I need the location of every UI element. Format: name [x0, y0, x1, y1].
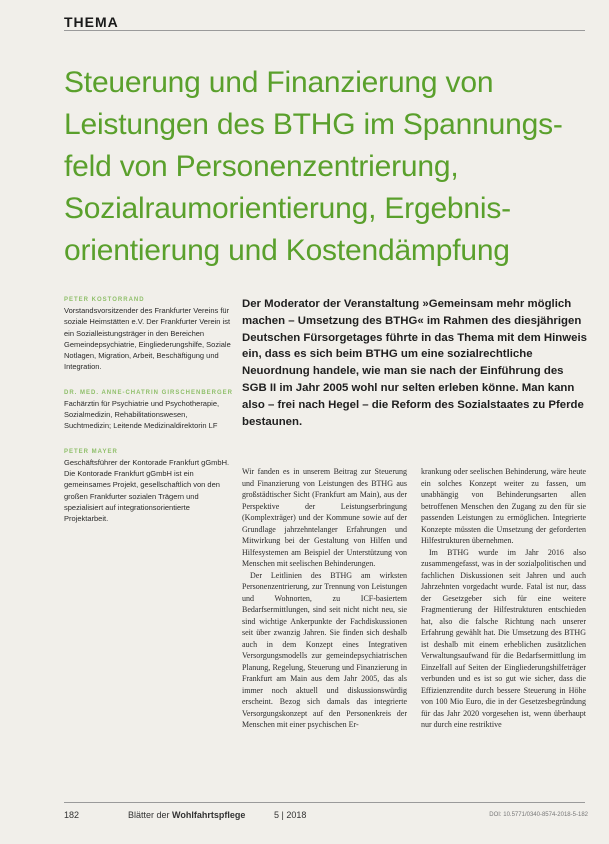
author-bio: Vorstandsvorsitzender des Frankfurter Vereins für soziale Heimstätten e.V. Der Frankfurter Verein ist ein Sozialleistungsträger in den Bereichen Gemeindepsychiatrie, Eingliederungshilfe, Soziale Notlagen, Migration, Arbeit, Beschäftigung und Integration. — [64, 306, 231, 372]
lead-paragraph: Der Moderator der Veranstaltung »Gemeinsam mehr möglich machen – Umsetzung des BTHG« im Rahmen des diesjährigen Deutschen Fürsorgetages führte in das Thema mit dem Hinweis ein, dass es sich beim BTHG um eine sozialrechtliche Neuordnung handele, wie man sie nach der Einführung des SGB II im Jahr 2005 wohl nur selten erleben könne. Man kann also – frei nach Hegel – die Reform des Sozialstaates zu Pferde bestaunen. — [242, 298, 587, 428]
doi-text: DOI: 10.5771/0340-8574-2018-5-182 — [489, 812, 588, 818]
page-number: 182 — [64, 810, 80, 820]
article-title — [64, 62, 584, 272]
title-line: Sozialraumorientierung, Ergebnis- — [64, 192, 511, 225]
footer-rule — [64, 802, 585, 803]
title-line: orientierung und Kostendämpfung — [64, 234, 510, 267]
author-name: DR. MED. ANNE-CHATRIN GIRSCHENBERGER — [64, 389, 234, 396]
author-block — [64, 389, 234, 432]
section-label: THEMA — [64, 14, 119, 30]
title-line: feld von Personenzentrierung, — [64, 150, 459, 183]
title-line: Leistungen des BTHG im Spannungs- — [64, 108, 563, 141]
journal-prefix: Blätter der — [128, 810, 170, 820]
body-column-1 — [242, 466, 407, 731]
author-sidebar — [64, 296, 234, 540]
title-line: Steuerung und Finanzierung von — [64, 66, 494, 99]
issue-number: 5 | 2018 — [274, 810, 307, 820]
author-bio: Geschäftsführer der Kontorade Frankfurt gGmbH. Die Kontorade Frankfurt gGmbH ist ein gemeinsames Projekt, gesellschaftlich von den großen Frankfurter sozialen Trägern und spezialisiert auf integrationsorientierte Projektarbeit. — [64, 457, 230, 524]
author-bio: Fachärztin für Psychiatrie und Psychotherapie, Sozialmedizin, Rehabilitationswesen, Suchtmedizin; Leitende Medizinaldirektorin LF — [64, 398, 220, 431]
body-paragraph: krankung oder seelischen Behinderung, wäre heute ein solches Konzept weiter zu fassen, um unabhängig von Behinderungsarten allen betroffenen Menschen den Zugang zu den für sie passenden Leistungen zu ermöglichen. Integrierte Konzepte müssten die Umsetzung der geforderten Hilfestrukturen übernehmen. — [421, 467, 586, 545]
author-name: PETER MAYER — [64, 448, 118, 455]
body-paragraph: Der Leitlinien des BTHG am wirksten Personenzentrierung, zur Trennung von Leistungen und Wohnorten, zu ICF-basiertem Bedarfsermittlungen, sind seit nicht nicht neu, sie sind wichtige Ankerpunkte der Fachdiskussionen seit über zwanzig Jahren. Sie finden sich deshalb auch in dem Konzept eines Integrativen Versorgungsmodells zur gemeindepsychiatrischen Planung, Regelung, Steuerung und Finanzierung in Frankfurt am Main aus dem Jahr 2005, das als immer noch aktuell und diskussionswürdig erscheint. Bezog sich damals das integrierte Versorgungskonzept auf den Personenkreis der Menschen mit einer psychischen Er- — [242, 570, 407, 729]
author-block — [64, 448, 234, 525]
header-rule — [64, 30, 585, 31]
journal-name — [128, 810, 245, 820]
body-column-2 — [421, 466, 586, 731]
journal-bold: Wohlfahrtspflege — [172, 810, 246, 820]
author-name: PETER KOSTORRAND — [64, 297, 145, 303]
author-block — [64, 296, 234, 373]
body-paragraph: Wir fanden es in unserem Beitrag zur Steuerung und Finanzierung von Leistungen des BTHG aus großstädtischer Sicht (Frankfurt am Main), aus der Perspektive der Leistungserbringung (Komplexträger) und der Kommune sowie auf der Grundlage jahrzehntelanger Erfahrungen und Mitwirkung bei der Gestaltung von Hilfen und Hilfesystemen am Beispiel der Unterstützung von Menschen mit seelischen Behinderungen. — [242, 467, 407, 568]
body-paragraph: Im BTHG wurde im Jahr 2016 also zusammengefasst, was in der sozialpolitischen und fachlichen Diskussionen seit Jahren und auch Jahrzehnten vorgedacht wurde. Fatal ist nur, dass der Gesetzgeber sich für eine weitere Fragmentierung der Hilfestrukturen entschieden hat, also die falsche Richtung nach unserer Erfahrung gewählt hat. Die Umsetzung des BTHG ist deshalb mit einem erheblichen zusätzlichen Verwaltungsaufwand für die Bedarfsermittlung im Einzelfall auf Seiten der Eingliederungshilfeträger verbunden und es ist so gut wie sicher, dass die Effizienzrendite durch bessere Steuerung in Höhe von 100 Mio Euro, die in der Gesetzesbegründung für das Jahr 2020 vorgesehen ist, wenn überhaupt nur durch eine restriktive — [421, 547, 586, 729]
